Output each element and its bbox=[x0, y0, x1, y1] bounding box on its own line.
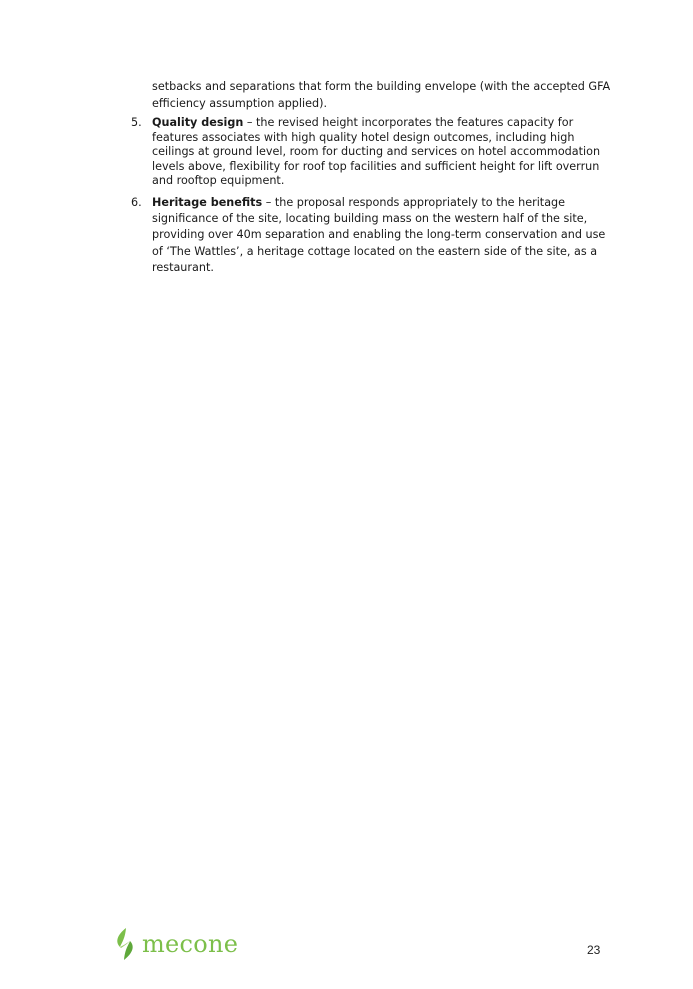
list-item-number: 5. bbox=[131, 116, 142, 129]
continuation-paragraph: setbacks and separations that form the building envelope (with the accepted GFA efficiency assumption applied). bbox=[152, 80, 611, 110]
list-item-text: – the proposal responds appropriately to the heritage significance of the site, locating building mass on the western half of the site, providing over 40m separation and enabling the long-term conservation and use of ‘The Wattles’, a heritage cottage located on the eastern side of the site, as a restaurant. bbox=[152, 195, 606, 274]
list-item-heading: Heritage benefits bbox=[152, 195, 263, 209]
list-item-text: – the revised height incorporates the features capacity for features associates with high quality hotel design outcomes, including high ceilings at ground level, room for ducting and services on hotel accommodation levels above, flexibility for roof top facilities and sufficient height for lift overrun and rooftop equipment. bbox=[152, 116, 601, 188]
list-item-quality-design bbox=[131, 116, 612, 189]
list-item-heading: Quality design bbox=[152, 116, 244, 129]
list-item-body bbox=[152, 195, 612, 276]
numbered-list bbox=[131, 116, 612, 282]
leaf-logo-icon bbox=[112, 927, 138, 961]
list-item-heritage-benefits bbox=[131, 195, 612, 276]
page-number: 23 bbox=[587, 943, 601, 957]
mecone-logo bbox=[112, 927, 238, 961]
list-item-body bbox=[152, 116, 612, 189]
list-item-number: 6. bbox=[131, 195, 142, 209]
logo-wordmark: mecone bbox=[142, 930, 239, 958]
